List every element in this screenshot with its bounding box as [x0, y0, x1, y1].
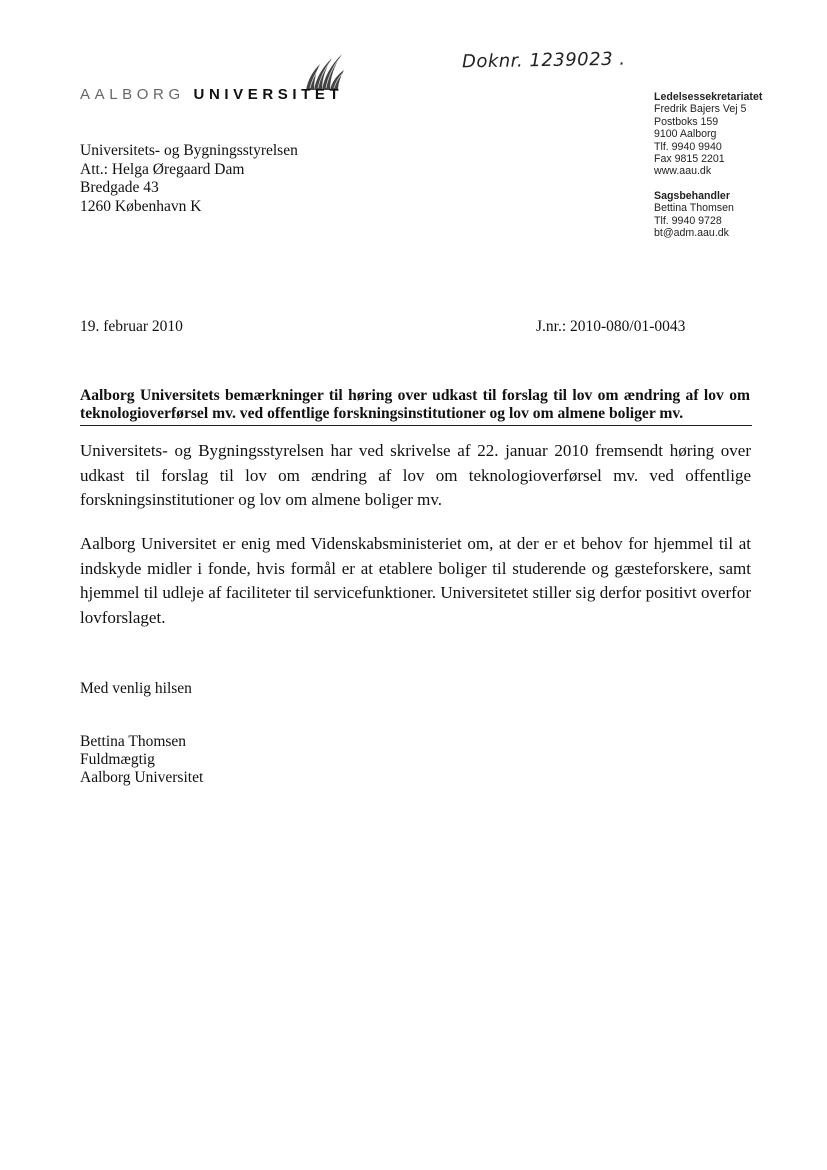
sender-website: www.aau.dk	[654, 165, 712, 178]
case-handler-name: Bettina Thomsen	[654, 202, 734, 215]
sender-line: Postboks 159	[654, 115, 719, 128]
document-number-handwritten: Doknr. 1239023 .	[461, 48, 626, 73]
sender-line: Fax 9815 2201	[654, 153, 725, 166]
subject-underline	[80, 425, 752, 426]
recipient-line: Bredgade 43	[80, 179, 159, 196]
signatory-name: Bettina Thomsen	[80, 733, 187, 750]
closing-greeting: Med venlig hilsen	[80, 680, 192, 697]
letter-subject: Aalborg Universitets bemærkninger til høring over udkast til forslag til lov om ændring af lov om teknologioverførsel mv. ved offentlige forskningsinstitutioner og lov om almene boliger mv.	[80, 387, 750, 422]
sender-department-title: Ledelsessekretariatet	[654, 91, 763, 103]
sender-line: Fredrik Bajers Vej 5	[654, 103, 747, 116]
signatory-organization: Aalborg Universitet	[80, 769, 204, 786]
case-handler-email: bt@adm.aau.dk	[654, 227, 729, 240]
signature-block	[80, 733, 203, 787]
sender-line: Tlf. 9940 9940	[654, 140, 722, 153]
recipient-address	[80, 142, 298, 216]
logo-text-aalborg: AALBORG	[80, 86, 185, 103]
body-paragraph: Aalborg Universitet er enig med Videnskabsministeriet om, at der er et behov for hjemmel til at indskyde midler i fonde, hvis formål er at etablere boliger til studerende og gæsteforskere, samt hjemmel til udleje af faciliteter til servicefunktioner. Universitetet stiller sig derfor positivt overfor lovforslaget.	[80, 534, 751, 627]
sender-info	[654, 91, 762, 239]
recipient-line: Universitets- og Bygningsstyrelsen	[80, 142, 298, 159]
university-logo-text	[80, 86, 343, 103]
recipient-line: 1260 København K	[80, 197, 202, 215]
signatory-title: Fuldmægtig	[80, 751, 155, 768]
journal-number: J.nr.: 2010-080/01-0043	[536, 318, 686, 335]
body-paragraph: Universitets- og Bygningsstyrelsen har ved skrivelse af 22. januar 2010 fremsendt høring over udkast til forslag til lov om ændring af lov om teknologioverførsel mv. ved offentlige forskningsinstitutioner og lov om almene boliger mv.	[80, 441, 751, 509]
case-handler-title: Sagsbehandler	[654, 189, 730, 202]
logo-text-universitet: UNIVERSITET	[193, 86, 344, 103]
case-handler-phone: Tlf. 9940 9728	[654, 214, 722, 227]
recipient-line: Att.: Helga Øregaard Dam	[80, 160, 245, 178]
sender-line: 9100 Aalborg	[654, 128, 717, 141]
letter-date: 19. februar 2010	[80, 318, 183, 335]
